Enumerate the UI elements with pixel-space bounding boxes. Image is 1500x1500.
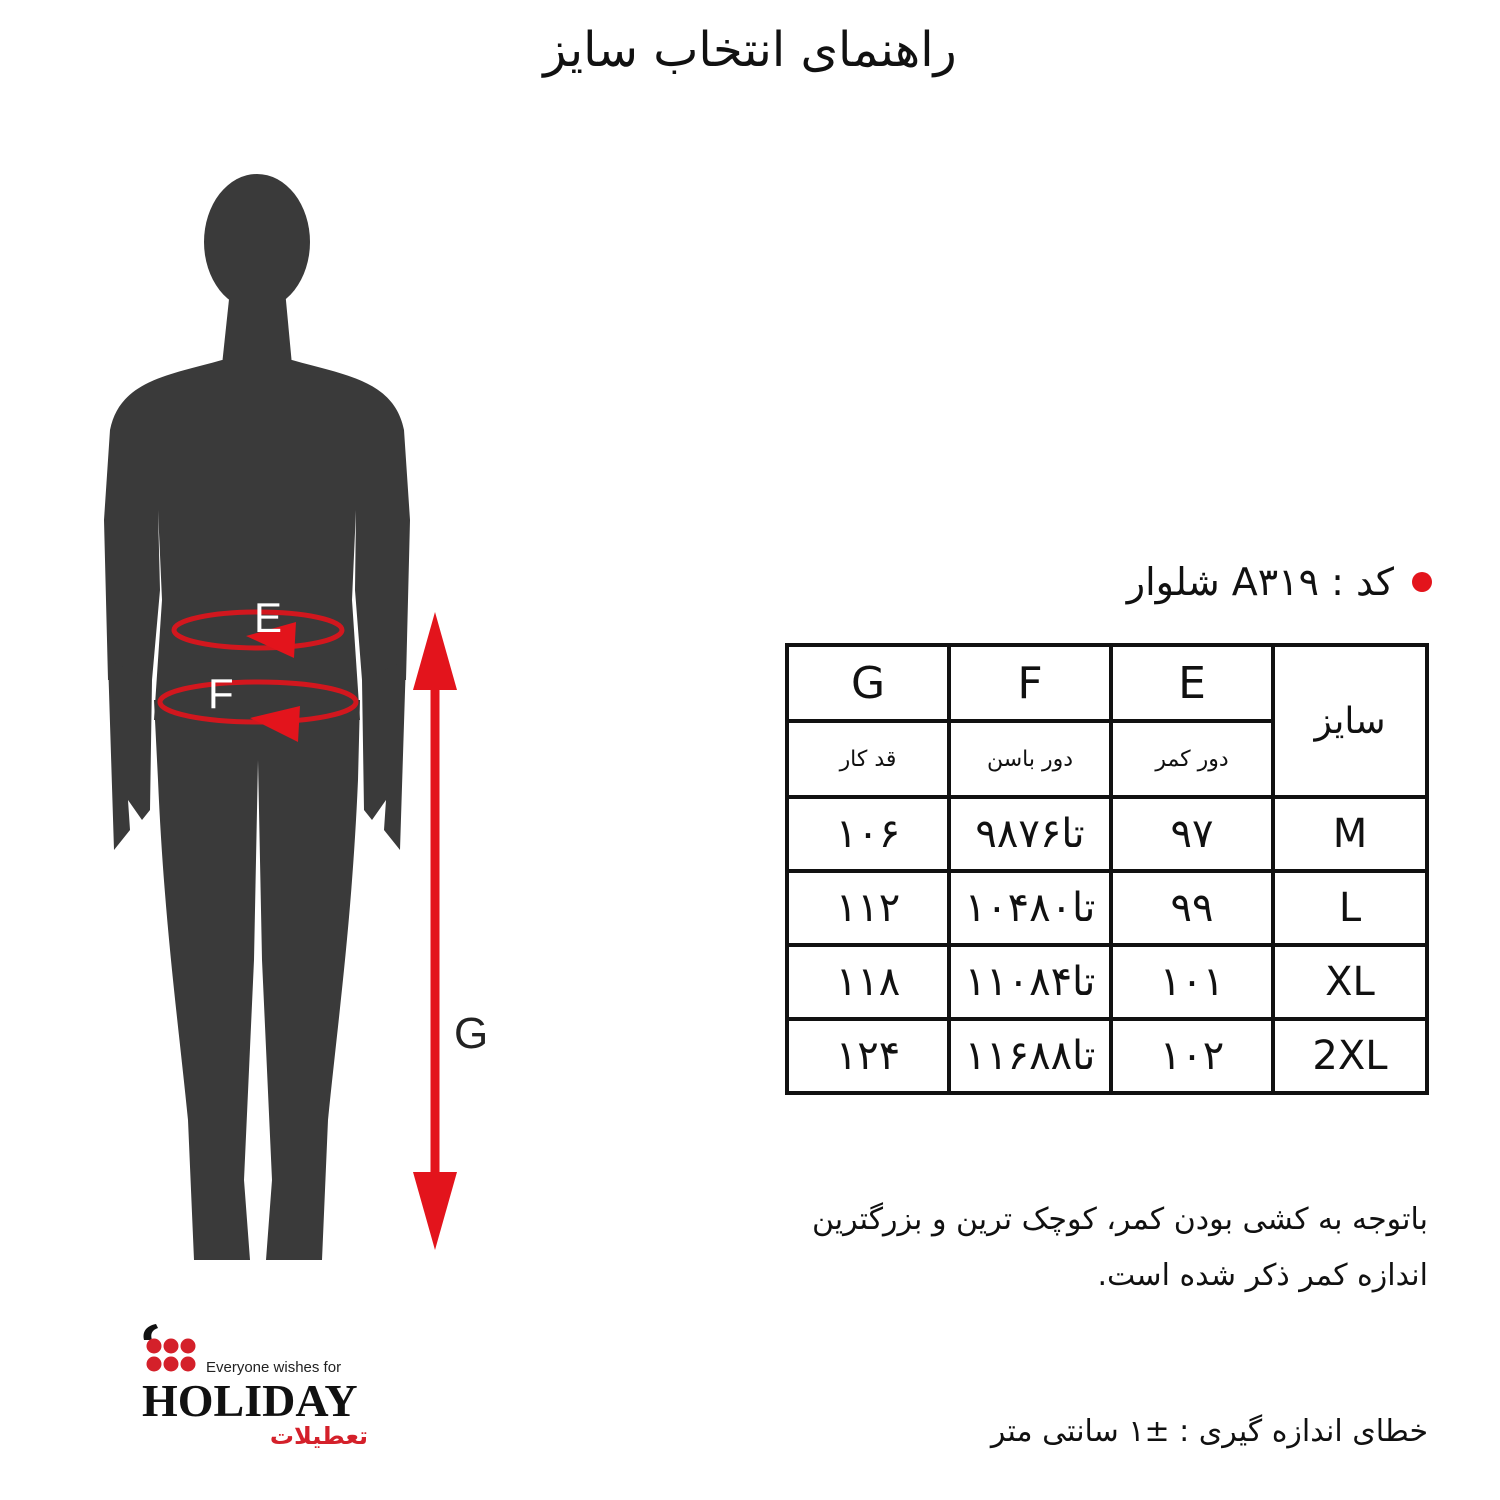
cell-size: M [1273,797,1427,871]
cell-f: ۱۱۶تا۸۸ [949,1019,1111,1093]
col-header-size: سایز [1273,645,1427,797]
label-f: F [208,670,234,717]
length-measure-mark [413,612,488,1250]
cell-f: ۱۱۰تا۸۴ [949,945,1111,1019]
table-header-row [787,645,1427,721]
elastic-waist-note [688,1192,1428,1304]
note-line-1: باتوجه به کشی بودن کمر، کوچک ترین و بزرگترین [811,1202,1428,1237]
cell-f: ۹۸تا۷۶ [949,797,1111,871]
col-sub-f: دور باسن [949,721,1111,797]
cell-g: ۱۱۸ [787,945,949,1019]
table-row [787,871,1427,945]
cell-g: ۱۰۶ [787,797,949,871]
product-code-line [1127,560,1432,604]
page-title: راهنمای انتخاب سایز [543,22,957,78]
logo-brand: HOLIDAY [142,1375,358,1426]
logo-tagline: Everyone wishes for [206,1359,342,1376]
col-header-e: E [1111,645,1273,721]
cell-e: ۹۹ [1111,871,1273,945]
col-sub-e: دور کمر [1111,721,1273,797]
cell-f: ۱۰۴تا۸۰ [949,871,1111,945]
measurement-error-note: خطای اندازه گیری : ±۱ سانتی متر [990,1414,1428,1449]
cell-size: 2XL [1273,1019,1427,1093]
col-header-g: G [787,645,949,721]
bullet-dot-icon [1412,572,1432,592]
cell-g: ۱۱۲ [787,871,949,945]
size-table [785,643,1429,1095]
body-figure [90,160,530,1270]
table-row [787,1019,1427,1093]
logo-dots-icon [140,1322,210,1372]
cell-g: ۱۲۴ [787,1019,949,1093]
label-g: G [454,1009,489,1058]
cell-e: ۱۰۲ [1111,1019,1273,1093]
col-sub-g: قد کار [787,721,949,797]
label-e: E [254,594,283,641]
logo-persian: تعطیلات [269,1422,368,1450]
note-line-2: اندازه کمر ذکر شده است. [1097,1258,1428,1293]
cell-size: XL [1273,945,1427,1019]
cell-size: L [1273,871,1427,945]
holiday-logo [140,1322,380,1462]
product-code: کد : A۳۱۹ شلوار [1126,560,1394,604]
col-header-f: F [949,645,1111,721]
cell-e: ۱۰۱ [1111,945,1273,1019]
cell-e: ۹۷ [1111,797,1273,871]
table-row [787,945,1427,1019]
table-row [787,797,1427,871]
